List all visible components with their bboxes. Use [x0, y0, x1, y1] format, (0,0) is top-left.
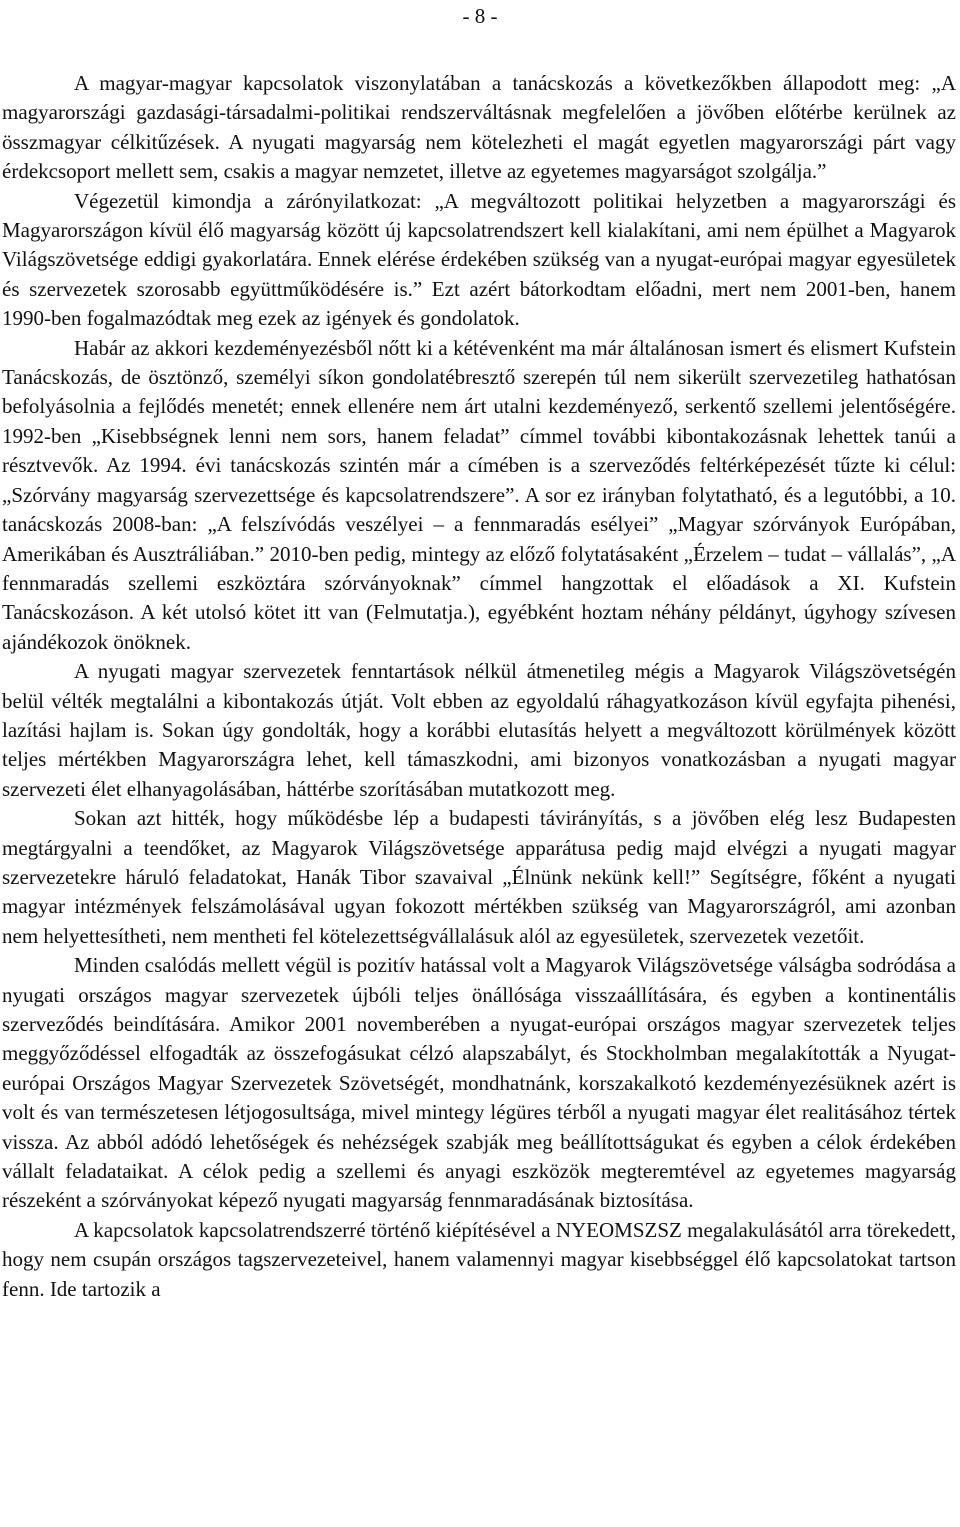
paragraph-5: Sokan azt hitték, hogy működésbe lép a budapesti távirányítás, s a jövőben elég lesz Budapesten megtárgyalni a teendőket, az Magyarok Világszövetsége apparátusa pedig majd elvégzi a nyugati magyar szervezetekre háruló feladatokat, Hanák Tibor szavaival „Élnünk nekünk kell!” Segítségre, főként a nyugati magyar intézmények felszámolásával ugyan fokozott mértékben szükség van Magyarországról, ami azonban nem helyettesítheti, nem mentheti fel kötelezettségvállalásuk alól az egyesületek, szervezetek vezetőit.: [2, 806, 956, 948]
paragraph-1: A magyar-magyar kapcsolatok viszonylatában a tanácskozás a következőkben állapodott meg: „A magyarországi gazdasági-társadalmi-politikai rendszerváltásnak megfelelően a jövőben előtérbe kerülnek az összmagyar célkitűzések. A nyugati magyarság nem kötelezheti el magát egyetlen magyarországi párt vagy érdekcsoport mellett sem, csakis a magyar nemzetet, illetve az egyetemes magyarságot szolgálja.”: [2, 71, 956, 184]
paragraph-4: A nyugati magyar szervezetek fenntartások nélkül átmenetileg mégis a Magyarok Világszövetségén belül vélték megtalálni a kibontakozás útját. Volt ebben az egyoldalú ráhagyatkozáson kívül egyfajta pihenési, lazítási hajlam is. Sokan úgy gondolták, hogy a korábbi elutasítás helyett a megváltozott körülmények között teljes mértékben Magyarországra lehet, kell támaszkodni, ami bizonyos vonatkozásban a nyugati magyar szervezeti élet elhanyagolásában, háttérbe szorításában mutatkozott meg.: [2, 659, 956, 801]
document-body: [2, 69, 956, 1304]
paragraph-3: Habár az akkori kezdeményezésből nőtt ki a kétévenként ma már általánosan ismert és elismert Kufstein Tanácskozás, de ösztönző, személyi síkon gondolatébresztő szerepén túl nem sikerült szervezetileg hathatósan befolyásolnia a fejlődés menetét; ennek ellenére nem árt utalni kezdeményező, serkentő szellemi jelentőségére. 1992-ben „Kisebbségnek lenni nem sors, hanem feladat” címmel további kibontakozásnak lehettek tanúi a résztvevők. Az 1994. évi tanácskozás szintén már a címében is a szerveződés feltérképezését tűzte ki célul: „Szórvány magyarság szervezettsége és kapcsolatrendszere”. A sor ez irányban folytatható, és a legutóbbi, a 10. tanácskozás 2008-ban: „A felszívódás veszélyei – a fennmaradás esélyei” „Magyar szórványok Európában, Amerikában és Ausztráliában.” 2010-ben pedig, mintegy az előző folytatásaként „Érzelem – tudat – vállalás”, „A fennmaradás szellemi eszköztára szórványoknak” címmel hangzottak el előadások a XI. Kufstein Tanácskozáson. A két utolsó kötet itt van (Felmutatja.), egyébként hoztam néhány példányt, úgyhogy szívesen ajándékozok önöknek.: [2, 335, 956, 654]
paragraph-6: Minden csalódás mellett végül is pozitív hatással volt a Magyarok Világszövetsége válságba sodródása a nyugati országos magyar szervezetek újbóli teljes önállósága visszaállítására, és egyben a kontinentális szerveződés beindítására. Amikor 2001 novemberében a nyugat-európai országos magyar szervezetek teljes meggyőződéssel elfogadták az összefogásukat célzó alapszabályt, és Stockholmban megalakították a Nyugat-európai Országos Magyar Szervezetek Szövetségét, mondhatnánk, korszakalkotó kezdeményezésüknek azért is volt és van természetesen létjogosultsága, mivel mintegy légüres térből a nyugati magyar élet realitásához tértek vissza. Az abból adódó lehetőségek és nehézségek szabják meg beállítottságukat és egyben a célok érdekében vállalt feladataikat. A célok pedig a szellemi és anyagi eszközök megteremtével az egyetemes magyarság részeként a szórványokat képező nyugati magyarság fennmaradásának biztosítása.: [2, 953, 956, 1213]
paragraph-7: A kapcsolatok kapcsolatrendszerré történő kiépítésével a NYEOMSZSZ megalakulásától arra törekedett, hogy nem csupán országos tagszervezeteivel, hanem valamennyi magyar kisebbséggel élő kapcsolatokat tartson fenn. Ide tartozik a: [2, 1217, 956, 1301]
page-number: - 8 -: [462, 4, 498, 28]
paragraph-2: Végezetül kimondja a zárónyilatkozat: „A megváltozott politikai helyzetben a magyarországi és Magyarországon kívül élő magyarság között új kapcsolatrendszert kell kialakítani, ami nem épülhet a Magyarok Világszövetsége eddigi gyakorlatára. Ennek elérése érdekében szükség van a nyugat-európai magyar egyesületek és szervezetek szorosabb együttműködésére is.” Ezt azért bátorkodtam előadni, mert nem 2001-ben, hanem 1990-ben fogalmazódtak meg ezek az igények és gondolatok.: [2, 188, 956, 331]
